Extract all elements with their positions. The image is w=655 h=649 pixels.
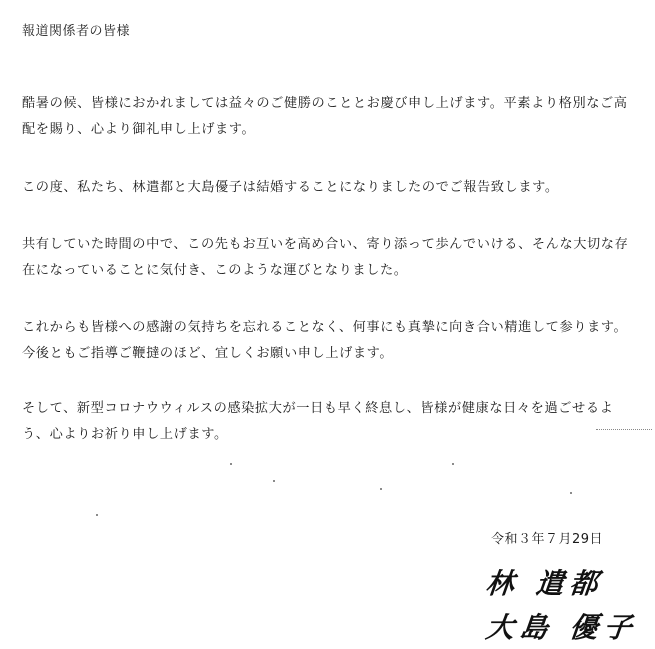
paragraph-greeting: 酷暑の候、皆様におかれましては益々のご健勝のこととお慶び申し上げます。平素より格別なご高配を賜り、心より御礼申し上げます。 bbox=[22, 96, 628, 137]
signature-hayashi: 林 遣都 bbox=[484, 567, 606, 600]
paragraph-announcement: この度、私たち、林遣都と大島優子は結婚することになりましたのでご報告致します。 bbox=[22, 180, 559, 195]
paragraph-wishes: そして、新型コロナウウィルスの感染拡大が一日も早く終息し、皆様が健康な日々を過ごせるよう、心よりお祈り申し上げます。 bbox=[22, 401, 614, 442]
salutation: 報道関係者の皆様 bbox=[22, 24, 131, 39]
paragraph-reason: 共有していた時間の中で、この先もお互いを高め合い、寄り添って歩んでいける、そんな大切な存在になっていることに気付き、このような運びとなりました。 bbox=[22, 237, 629, 278]
paragraph-gratitude: これからも皆様への感謝の気持ちを忘れることなく、何事にも真摯に向き合い精進して参ります。今後ともご指導ご鞭撻のほど、宜しくお願い申し上げます。 bbox=[22, 320, 628, 361]
scan-artifact-dash bbox=[596, 429, 652, 430]
signature-oshima: 大島 優子 bbox=[484, 611, 640, 644]
letter-date: 令和３年７月29日 bbox=[491, 532, 604, 547]
